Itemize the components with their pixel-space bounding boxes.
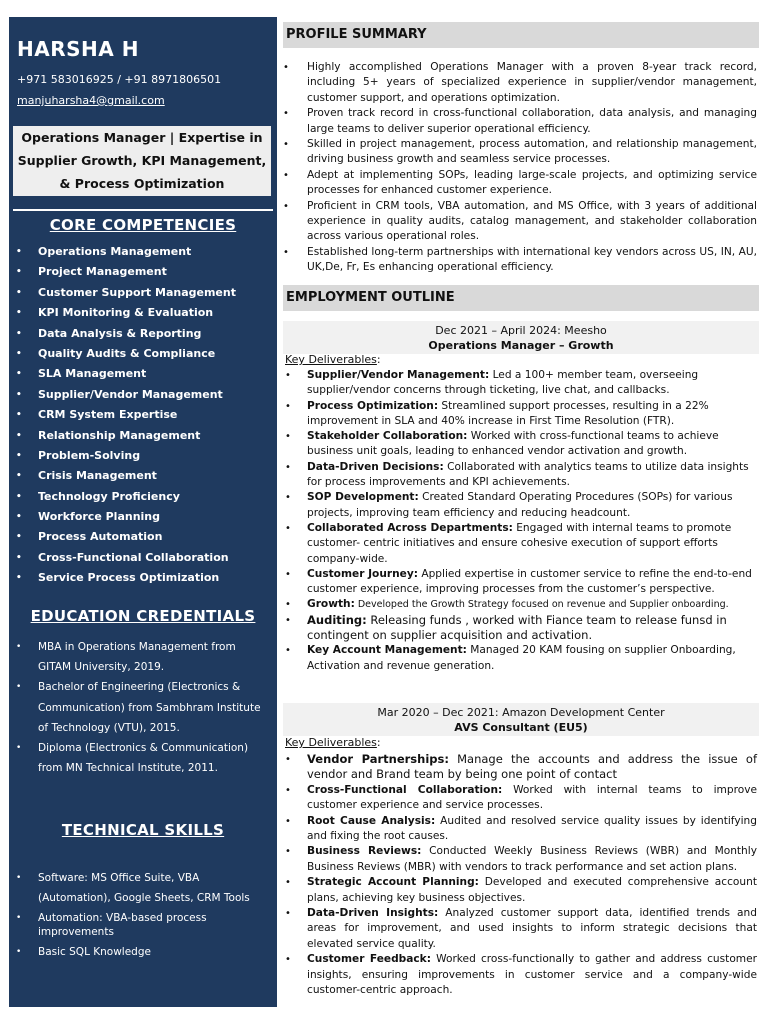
- deliverable-item: [283, 643, 757, 674]
- email-link[interactable]: manjuharsha4@gmail.com: [17, 94, 165, 107]
- deliverable-title: Customer Journey:: [307, 567, 418, 580]
- competency-item: [9, 385, 236, 405]
- profile-item-text: Adept at implementing SOPs, leading large-scale projects, and optimizing service processes for enhanced customer experience.: [307, 168, 757, 197]
- bullet-icon: •: [285, 908, 291, 920]
- competency-item-text: Relationship Management: [38, 428, 201, 442]
- competency-item-text: Process Automation: [38, 530, 163, 544]
- deliverable-item: [283, 429, 757, 460]
- profile-item: [283, 245, 757, 276]
- competency-item: [9, 527, 236, 547]
- deliverable-text: Worked cross-functionally to gather and address customer insights, ensuring improvements in customer service and a company-wide customer-centric approach.: [307, 953, 757, 997]
- profile-item-text: Proficient in CRM tools, VBA automation, and MS Office, with 3 years of additional experience in quality audits, catalog management, and stakeholder collaboration across various operational roles.: [307, 199, 757, 243]
- profile-item: [283, 106, 757, 137]
- profile-item-text: Skilled in project management, process automation, and relationship management, driving business growth and seamless service processes.: [307, 138, 757, 166]
- deliverable-item: [283, 521, 757, 567]
- deliverable-text: Developed and executed comprehensive account plans, achieving key business objectives.: [307, 876, 757, 904]
- competency-item-text: KPI Monitoring & Evaluation: [38, 306, 214, 320]
- technical-skill-item: [9, 942, 271, 962]
- deliverable-item: [283, 567, 757, 598]
- phone-number: +971 583016925 / +91 8971806501: [17, 73, 222, 86]
- profile-item: [283, 168, 757, 199]
- bullet-icon: •: [285, 784, 291, 796]
- deliverable-title: Data-Driven Decisions:: [307, 460, 444, 473]
- bullet-icon: •: [16, 471, 22, 482]
- bullet-icon: •: [283, 108, 289, 120]
- bullet-icon: •: [16, 947, 22, 957]
- deliverable-item: [283, 460, 757, 491]
- bullet-icon: •: [285, 431, 291, 443]
- competency-item: [9, 324, 236, 344]
- deliverable-text: Worked with internal teams to improve customer experience and service processes.: [307, 783, 757, 812]
- competency-item: [9, 426, 236, 446]
- technical-skill-item-text: Automation: VBA-based process improvements: [38, 912, 207, 938]
- competency-item: [9, 548, 236, 568]
- deliverable-item: [283, 844, 757, 875]
- technical-skills-list: [9, 868, 271, 962]
- deliverable-item: [283, 906, 757, 952]
- job-deliverables-list: [283, 368, 757, 674]
- bullet-icon: •: [285, 614, 291, 626]
- competency-item: [9, 446, 236, 466]
- education-heading: EDUCATION CREDENTIALS: [30, 607, 256, 625]
- competency-item: [9, 262, 236, 282]
- deliverable-title: Growth:: [307, 598, 355, 611]
- job-deliverables-list: [283, 752, 757, 999]
- job-role: Operations Manager – Growth: [428, 339, 614, 352]
- deliverable-title: SOP Development:: [307, 491, 419, 504]
- deliverable-item: [283, 368, 757, 399]
- bullet-icon: •: [285, 846, 291, 858]
- bullet-icon: •: [16, 348, 22, 359]
- deliverable-text: Analyzed customer support data, identified trends and areas for improvement, and used insights to inform strategic decisions that elevated service quality.: [307, 907, 757, 950]
- deliverable-title: Strategic Account Planning:: [307, 876, 479, 889]
- bullet-icon: •: [16, 573, 22, 584]
- bullet-icon: •: [16, 247, 22, 257]
- competency-item: [9, 487, 236, 507]
- competency-item: [9, 466, 236, 486]
- deliverable-item: [283, 597, 757, 612]
- technical-skill-item-text: Software: MS Office Suite, VBA (Automation), Google Sheets, CRM Tools: [38, 872, 250, 904]
- competency-item: [9, 507, 236, 527]
- bullet-icon: •: [16, 642, 22, 652]
- headline-divider: [13, 209, 273, 211]
- bullet-icon: •: [285, 461, 291, 473]
- profile-item-text: Highly accomplished Operations Manager with a proven 8-year track record, including 5+ years of specialized experience in supplier/vendor management, customer support, and operations optimization.: [307, 61, 757, 104]
- bullet-icon: •: [16, 328, 22, 339]
- profile-item: [283, 137, 757, 168]
- bullet-icon: •: [285, 599, 291, 611]
- deliverable-title: Collaborated Across Departments:: [307, 521, 513, 534]
- deliverable-text: Led a 100+ member team, overseeing supplier/vendor concerns through ticketing, live chat, and callbacks.: [307, 369, 699, 397]
- deliverable-item: [283, 783, 757, 814]
- deliverable-item: [283, 399, 757, 430]
- candidate-name: HARSHA H: [17, 37, 139, 61]
- deliverable-item: [283, 490, 757, 521]
- competency-item-text: Data Analysis & Reporting: [38, 326, 202, 340]
- profile-item: [283, 60, 757, 106]
- deliverable-item: [283, 952, 757, 998]
- competency-item-text: CRM System Expertise: [38, 408, 178, 422]
- competency-item: [9, 283, 236, 303]
- bullet-icon: •: [16, 450, 22, 461]
- employment-outline-heading: EMPLOYMENT OUTLINE: [283, 285, 759, 311]
- bullet-icon: •: [16, 287, 22, 298]
- bullet-icon: •: [16, 410, 22, 421]
- profile-summary-list: [283, 60, 757, 276]
- competency-item-text: Customer Support Management: [38, 285, 236, 299]
- deliverable-text: Created Standard Operating Procedures (SOPs) for various projects, improving team efficiency and reducing headcount.: [307, 491, 733, 519]
- bullet-icon: •: [16, 491, 22, 502]
- bullet-icon: •: [16, 552, 22, 563]
- bullet-icon: •: [16, 267, 22, 278]
- competency-item: [9, 364, 236, 384]
- bullet-icon: •: [16, 389, 22, 400]
- headline-box: Operations Manager | Expertise in Supplier Growth, KPI Management, & Process Optimization: [13, 126, 271, 196]
- deliverable-text: Worked with cross-functional teams to achieve business unit goals, leading to enhanced vendor activation and growth.: [307, 430, 719, 458]
- competency-item-text: Operations Management: [38, 245, 192, 258]
- deliverable-title: Vendor Partnerships:: [307, 752, 449, 766]
- competency-item-text: Crisis Management: [38, 469, 157, 483]
- bullet-icon: •: [16, 873, 22, 883]
- bullet-icon: •: [283, 200, 289, 212]
- competencies-list: [9, 242, 236, 589]
- deliverable-text: Engaged with internal teams to promote customer- centric initiatives and ensure cohesive execution of support efforts company-wide.: [307, 521, 732, 565]
- deliverable-text: Streamlined support processes, resulting in a 22% improvement in SLA and 40% increase in First Time Resolution (FTR).: [307, 399, 709, 427]
- competency-item-text: Quality Audits & Compliance: [38, 346, 216, 360]
- bullet-icon: •: [16, 913, 22, 923]
- job-dates: Dec 2021 – April 2024: Meesho: [435, 324, 607, 337]
- deliverable-item: [283, 752, 757, 783]
- competency-item-text: Problem-Solving: [38, 448, 141, 462]
- bullet-icon: •: [285, 754, 291, 765]
- bullet-icon: •: [285, 400, 291, 412]
- competency-item-text: Service Process Optimization: [38, 571, 220, 585]
- bullet-icon: •: [283, 62, 289, 73]
- profile-item-text: Established long-term partnerships with international key vendors across US, IN, AU, UK,De, Fr, Es enhancing operational efficiency.: [307, 245, 757, 274]
- bullet-icon: •: [283, 246, 289, 258]
- bullet-icon: •: [285, 645, 291, 657]
- deliverable-title: Supplier/Vendor Management:: [307, 369, 490, 381]
- competency-item: [9, 344, 236, 364]
- competency-item: [9, 303, 236, 323]
- competency-item-text: Technology Proficiency: [38, 489, 180, 503]
- competency-item: [9, 242, 236, 262]
- profile-item-text: Proven track record in cross-functional collaboration, data analysis, and managing large teams to deliver superior operational efficiency.: [307, 107, 757, 135]
- technical-skills-heading: TECHNICAL SKILLS: [61, 821, 225, 839]
- competency-item: [9, 405, 236, 425]
- education-item-text: Diploma (Electronics & Communication) from MN Technical Institute, 2011.: [38, 742, 249, 775]
- technical-skill-item: [9, 908, 271, 942]
- bullet-icon: •: [283, 169, 289, 181]
- deliverable-text: Developed the Growth Strategy focused on revenue and Supplier onboarding.: [354, 599, 729, 611]
- bullet-icon: •: [285, 954, 291, 966]
- competencies-heading: CORE COMPETENCIES: [49, 216, 237, 234]
- competency-item-text: Workforce Planning: [38, 510, 161, 524]
- deliverable-title: Process Optimization:: [307, 399, 439, 412]
- deliverable-text: Managed 20 KAM fousing on supplier Onboarding, Activation and revenue generation.: [307, 644, 736, 672]
- key-deliverables-label: Key Deliverables:: [285, 353, 381, 366]
- bullet-icon: •: [283, 139, 289, 151]
- education-item-text: MBA in Operations Management from GITAM University, 2019.: [38, 641, 236, 674]
- deliverable-text: Releasing funds , worked with Fiance team to release funsd in contingent on supplier acquisition and activation.: [307, 612, 727, 643]
- key-deliverables-label: Key Deliverables:: [285, 736, 381, 749]
- deliverable-title: Stakeholder Collaboration:: [307, 430, 468, 443]
- deliverable-text: Collaborated with analytics teams to utilize data insights for process improvements and KPI achievements.: [307, 460, 749, 489]
- deliverable-title: Auditing:: [307, 612, 367, 627]
- bullet-icon: •: [285, 370, 291, 381]
- competency-item-text: SLA Management: [38, 367, 147, 381]
- deliverable-text: Manage the accounts and address the issue of vendor and Brand team by being one point of contact: [307, 752, 758, 782]
- deliverable-title: Customer Feedback:: [307, 953, 431, 966]
- deliverable-title: Business Reviews:: [307, 845, 422, 858]
- sidebar: [9, 17, 277, 1007]
- bullet-icon: •: [16, 682, 22, 693]
- education-item-text: Bachelor of Engineering (Electronics & Communication) from Sambhram Institute of Technology (VTU), 2015.: [38, 681, 261, 734]
- bullet-icon: •: [285, 568, 291, 580]
- bullet-icon: •: [16, 512, 22, 523]
- bullet-icon: •: [16, 430, 22, 441]
- bullet-icon: •: [285, 815, 291, 827]
- education-item: [9, 677, 271, 738]
- bullet-icon: •: [16, 532, 22, 543]
- education-list: [9, 637, 271, 778]
- bullet-icon: •: [285, 877, 291, 889]
- competency-item-text: Cross-Functional Collaboration: [38, 550, 229, 564]
- job-header: [283, 703, 759, 736]
- deliverable-item: [283, 613, 757, 644]
- bullet-icon: •: [285, 522, 291, 534]
- competency-item-text: Supplier/Vendor Management: [38, 387, 223, 401]
- bullet-icon: •: [16, 308, 22, 319]
- job-role: AVS Consultant (EU5): [454, 721, 588, 734]
- technical-skill-item: [9, 868, 271, 908]
- deliverable-item: [283, 875, 757, 906]
- education-item: [9, 637, 271, 677]
- technical-skill-item-text: Basic SQL Knowledge: [38, 946, 151, 958]
- deliverable-title: Cross-Functional Collaboration:: [307, 783, 503, 796]
- profile-summary-heading: PROFILE SUMMARY: [283, 22, 759, 48]
- job-dates: Mar 2020 – Dec 2021: Amazon Development Center: [377, 706, 665, 719]
- bullet-icon: •: [16, 369, 22, 380]
- competency-item-text: Project Management: [38, 265, 167, 279]
- job-header: [283, 321, 759, 354]
- deliverable-item: [283, 814, 757, 845]
- competency-item: [9, 568, 236, 588]
- deliverable-text: Audited and resolved service quality issues by identifying and fixing the root causes.: [307, 814, 757, 843]
- deliverable-text: Conducted Weekly Business Reviews (WBR) and Monthly Business Reviews (MBR) with vendors to track performance and set action plans.: [307, 845, 757, 873]
- education-item: [9, 738, 271, 778]
- bullet-icon: •: [285, 492, 291, 504]
- profile-item: [283, 199, 757, 245]
- deliverable-title: Key Account Management:: [307, 644, 467, 657]
- deliverable-title: Root Cause Analysis:: [307, 814, 436, 827]
- deliverable-text: Applied expertise in customer service to refine the end-to-end customer experience, improving processes from the customer’s perspective.: [307, 567, 752, 596]
- bullet-icon: •: [16, 743, 22, 754]
- deliverable-title: Data-Driven Insights:: [307, 907, 439, 920]
